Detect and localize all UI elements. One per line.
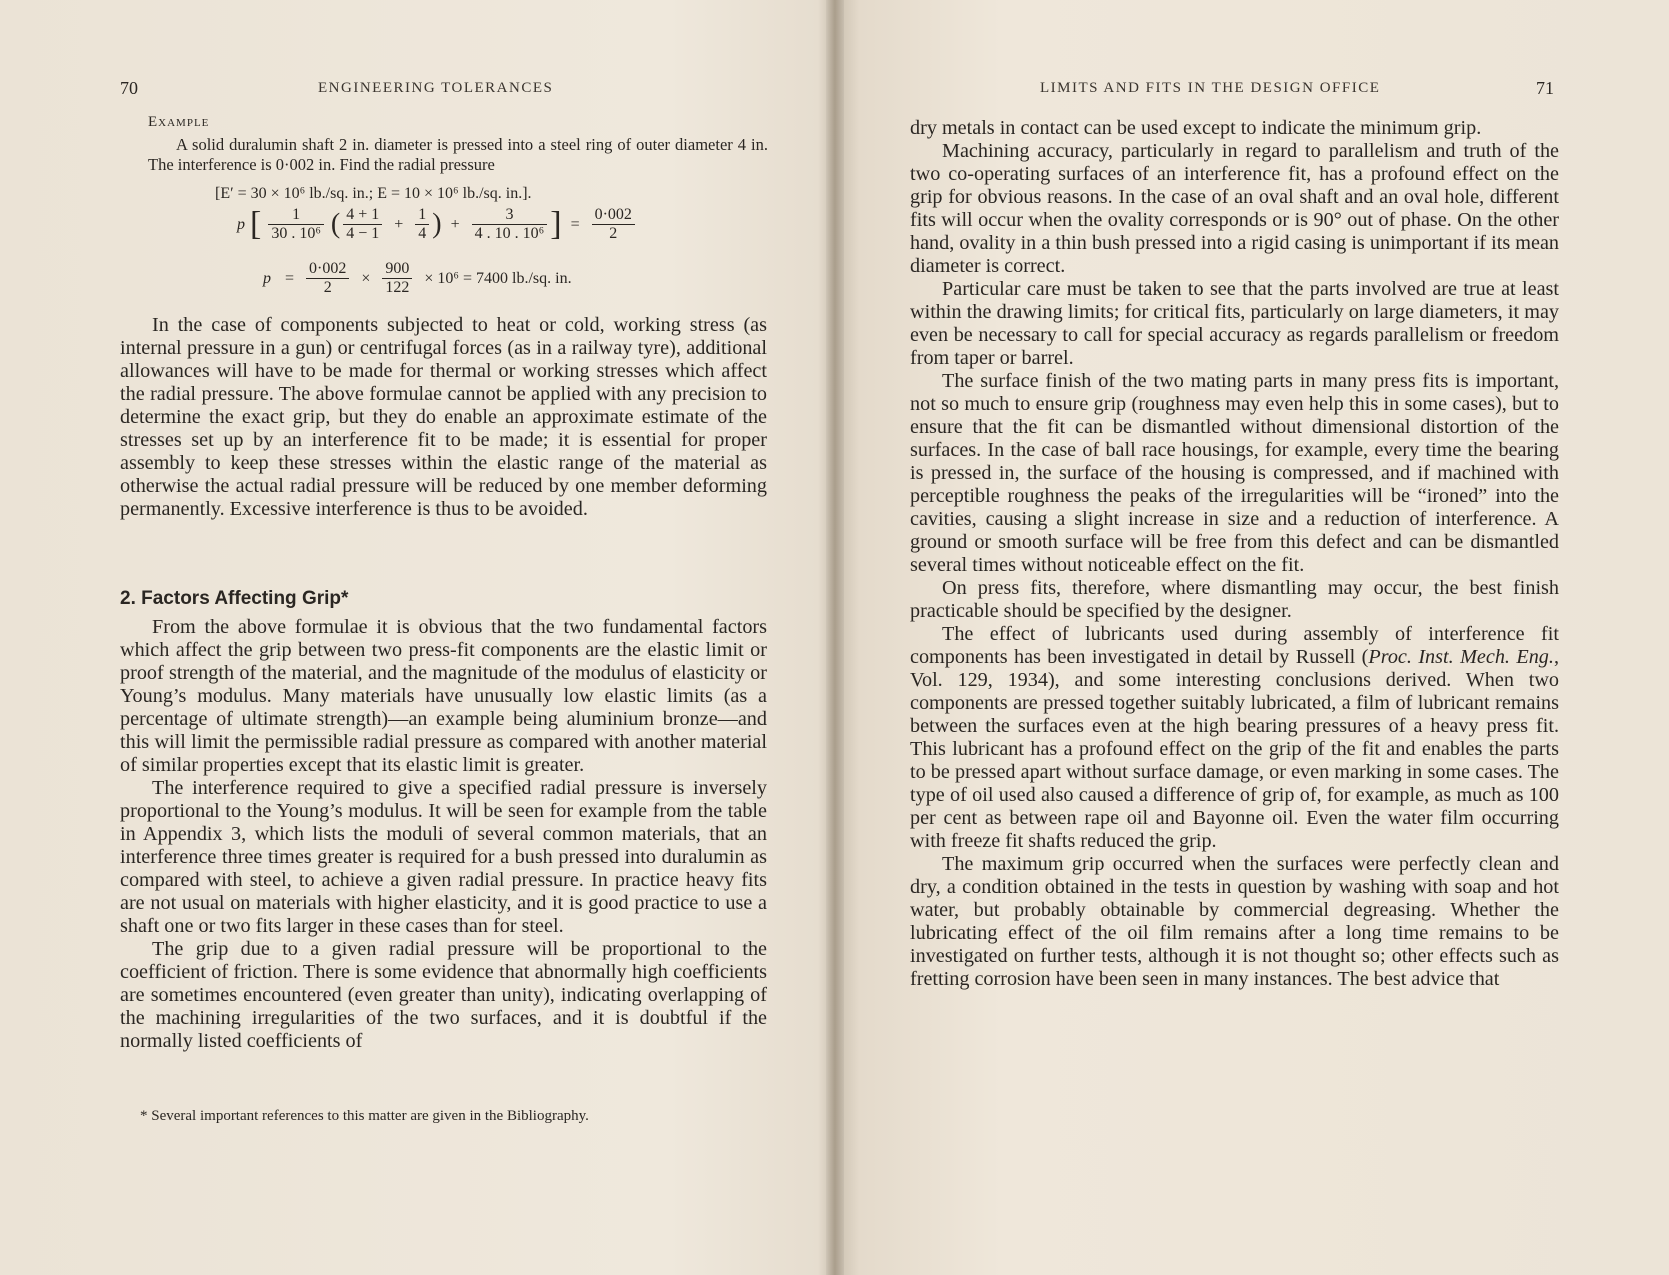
formula1-fraction-3 (415, 206, 429, 243)
left-body-top (120, 314, 767, 521)
right-page (844, 0, 1669, 1275)
right-running-head: LIMITS AND FITS IN THE DESIGN OFFICE (1040, 80, 1381, 96)
formula2-fraction-2 (382, 260, 412, 297)
formula2-fraction-1 (306, 260, 349, 297)
formula1-close-bracket: ] (550, 205, 562, 243)
formula2-f2-den: 122 (385, 279, 410, 296)
formula2-f2-num: 900 (382, 260, 412, 279)
formula1-f5-num: 0·002 (592, 206, 635, 225)
example-problem-text: A solid duralumin shaft 2 in. diameter is pressed into a steel ring of outer diameter 4 in. The interference is 0·002 in. Find the radial pressure (148, 135, 768, 174)
formula1-f3-den: 4 (418, 225, 427, 242)
formula1-f4-den: 4 . 10 . 10⁶ (474, 225, 545, 242)
right-paragraph-4: The surface finish of the two mating parts in many press fits is important, not so much to ensure grip (roughness may even help this in some cases), but to ensure that the fit can be dismantled without dimensional distortion of the surfaces. In the case of ball race housings, for example, every time the bearing is pressed in, the surface of the housing is compressed, and if machined with perceptible roughness the peaks of the irregularities will be “ironed” into the cavities, causing a slight increase in size and a reduction of interference. A ground or smooth surface will be free from this defect and can be dismantled several times without noticeable effect on the fit. (910, 370, 1559, 576)
formula1-p: p (237, 215, 245, 233)
left-paragraph-4: The grip due to a given radial pressure will be proportional to the coefficient of friction. There is some evidence that abnormally high coefficients are sometimes encountered (even greater than unity), indicating overlapping of the machining irregularities of the two surfaces, and it is doubtful if the normally listed coefficients of (120, 938, 767, 1052)
formula2-times: × (361, 269, 371, 287)
formula1-f3-num: 1 (415, 206, 429, 225)
footnote: * Several important references to this matter are given in the Bibliography. (140, 1108, 589, 1124)
formula2-result: × 10⁶ = 7400 lb./sq. in. (424, 269, 572, 287)
constants-line: [E′ = 30 × 10⁶ lb./sq. in.; E = 10 × 10⁶ lb./sq. in.]. (215, 185, 532, 202)
citation: Proc. Inst. Mech. Eng. (1368, 646, 1554, 668)
formula1-f2-den: 4 − 1 (346, 225, 380, 242)
pressure-equation (232, 206, 638, 243)
formula2-equals: = (285, 269, 295, 287)
example-heading: Example (148, 114, 210, 130)
right-paragraph-6 (910, 623, 1559, 853)
right-body (910, 117, 1559, 991)
left-running-head: ENGINEERING TOLERANCES (318, 80, 554, 96)
right-paragraph-6-end: , Vol. 129, 1934), and some interesting conclusions derived. When two components are pressed together suitably lubricated, a film of lubricant remains between the surfaces even at the high bearing pressures of a heavy press fit. This lubricant has a profound effect on the grip of the fit and enables the parts to be pressed apart without surface damage, or even marking in some cases. The type of oil used also caused a difference of grip of, for example, as much as 100 per cent as between rape oil and Bayonne oil. Even the water film occurring with freeze fit shafts reduced the grip. (910, 646, 1559, 852)
formula1-f4-num: 3 (472, 206, 548, 225)
right-paragraph-7: The maximum grip occurred when the surfaces were perfectly clean and dry, a condition obtained in the tests in question by washing with soap and hot water, but probably obtainable by commercial degreasing. Whether the lubricating effect of the oil film remains after a long time remains to be investigated on further tests, although it is not thought so; other effects such as fretting corrosion have been seen in many instances. The best advice that (910, 853, 1559, 990)
left-paragraph-3: The interference required to give a specified radial pressure is inversely proportional to the Young’s modulus. It will be seen for example from the table in Appendix 3, which lists the moduli of several common materials, that an interference three times greater is required for a bush pressed into duralumin as compared with steel, to achieve a given radial pressure. In practice heavy fits are not usual on materials with higher elasticity, and it is good practice to use a shaft one or two fits larger in these cases than for steel. (120, 777, 767, 937)
formula1-equals: = (570, 215, 580, 233)
left-paragraph-1: In the case of components subjected to heat or cold, working stress (as internal pressure in a gun) or centrifugal forces (as in a railway tyre), additional allowances will have to be made for thermal or working stresses which affect the radial pressure. The above formulae cannot be applied with any precision to determine the exact grip, but they do enable an approximate estimate of the stresses set up by an interference fit to be made; it is essential for proper assembly to keep these stresses within the elastic range of the material as otherwise the actual radial pressure will be reduced by one member deforming permanently. Excessive interference is thus to be avoided. (120, 314, 767, 520)
formula1-open-bracket: [ (250, 205, 262, 243)
right-paragraph-1: dry metals in contact can be used except to indicate the minimum grip. (910, 117, 1482, 139)
left-paragraph-2: From the above formulae it is obvious that the two fundamental factors which affect the grip between two press-fit components are the elastic limit or proof strength of the material, and the magnitude of the modulus of elasticity or Young’s modulus. Many materials have unusually low elastic limits (as a percentage of ultimate strength)—an example being aluminium bronze—and this will limit the permissible radial pressure as compared with another material of similar properties except that its elastic limit is greater. (120, 616, 767, 776)
right-paragraph-5: On press fits, therefore, where dismantling may occur, the best finish practicable should be specified by the designer. (910, 577, 1559, 622)
formula1-f2-num: 4 + 1 (343, 206, 382, 225)
left-body-bottom (120, 616, 767, 1053)
left-page-number: 70 (120, 78, 138, 98)
formula2-f1-num: 0·002 (306, 260, 349, 279)
formula1-fraction-5 (592, 206, 635, 243)
formula1-close-paren: ) (432, 208, 442, 240)
right-paragraph-2: Machining accuracy, particularly in regard to parallelism and truth of the two co-operating surfaces of an interference fit, has a profound effect on the grip for obvious reasons. In the case of an oval shaft and an oval hole, different fits will occur when the ovality corresponds or is 90° out of phase. On the other hand, ovality in a thin bush pressed into a rigid casing is unimportant if its mean diameter is correct. (910, 140, 1559, 277)
formula2-p: p (263, 269, 271, 287)
formula1-plus-1: + (394, 215, 404, 233)
pressure-solution (258, 260, 577, 297)
formula1-fraction-4 (472, 206, 548, 243)
right-paragraph-3: Particular care must be taken to see that the parts involved are true at least within the drawing limits; for critical fits, particularly on large diameters, it may even be necessary to call for special accuracy as regards parallelism or freedom from taper or barrel. (910, 278, 1559, 369)
formula2-f1-den: 2 (323, 279, 332, 296)
formula1-f1-den: 30 . 10⁶ (271, 225, 321, 242)
left-page (0, 0, 826, 1275)
right-page-number: 71 (1536, 78, 1554, 98)
formula1-f5-den: 2 (609, 225, 618, 242)
right-paragraph-6-start: The effect of lubricants used during assembly of interference fit components has been investigated in detail by Russell ( (910, 623, 1559, 668)
example-problem (148, 135, 768, 175)
formula1-open-paren: ( (330, 208, 341, 240)
formula1-plus-2: + (450, 215, 460, 233)
formula1-fraction-2 (343, 206, 382, 243)
formula1-fraction-1 (268, 206, 324, 243)
formula1-f1-num: 1 (268, 206, 324, 225)
book-gutter (826, 0, 844, 1275)
section-heading: 2. Factors Affecting Grip* (120, 588, 349, 609)
